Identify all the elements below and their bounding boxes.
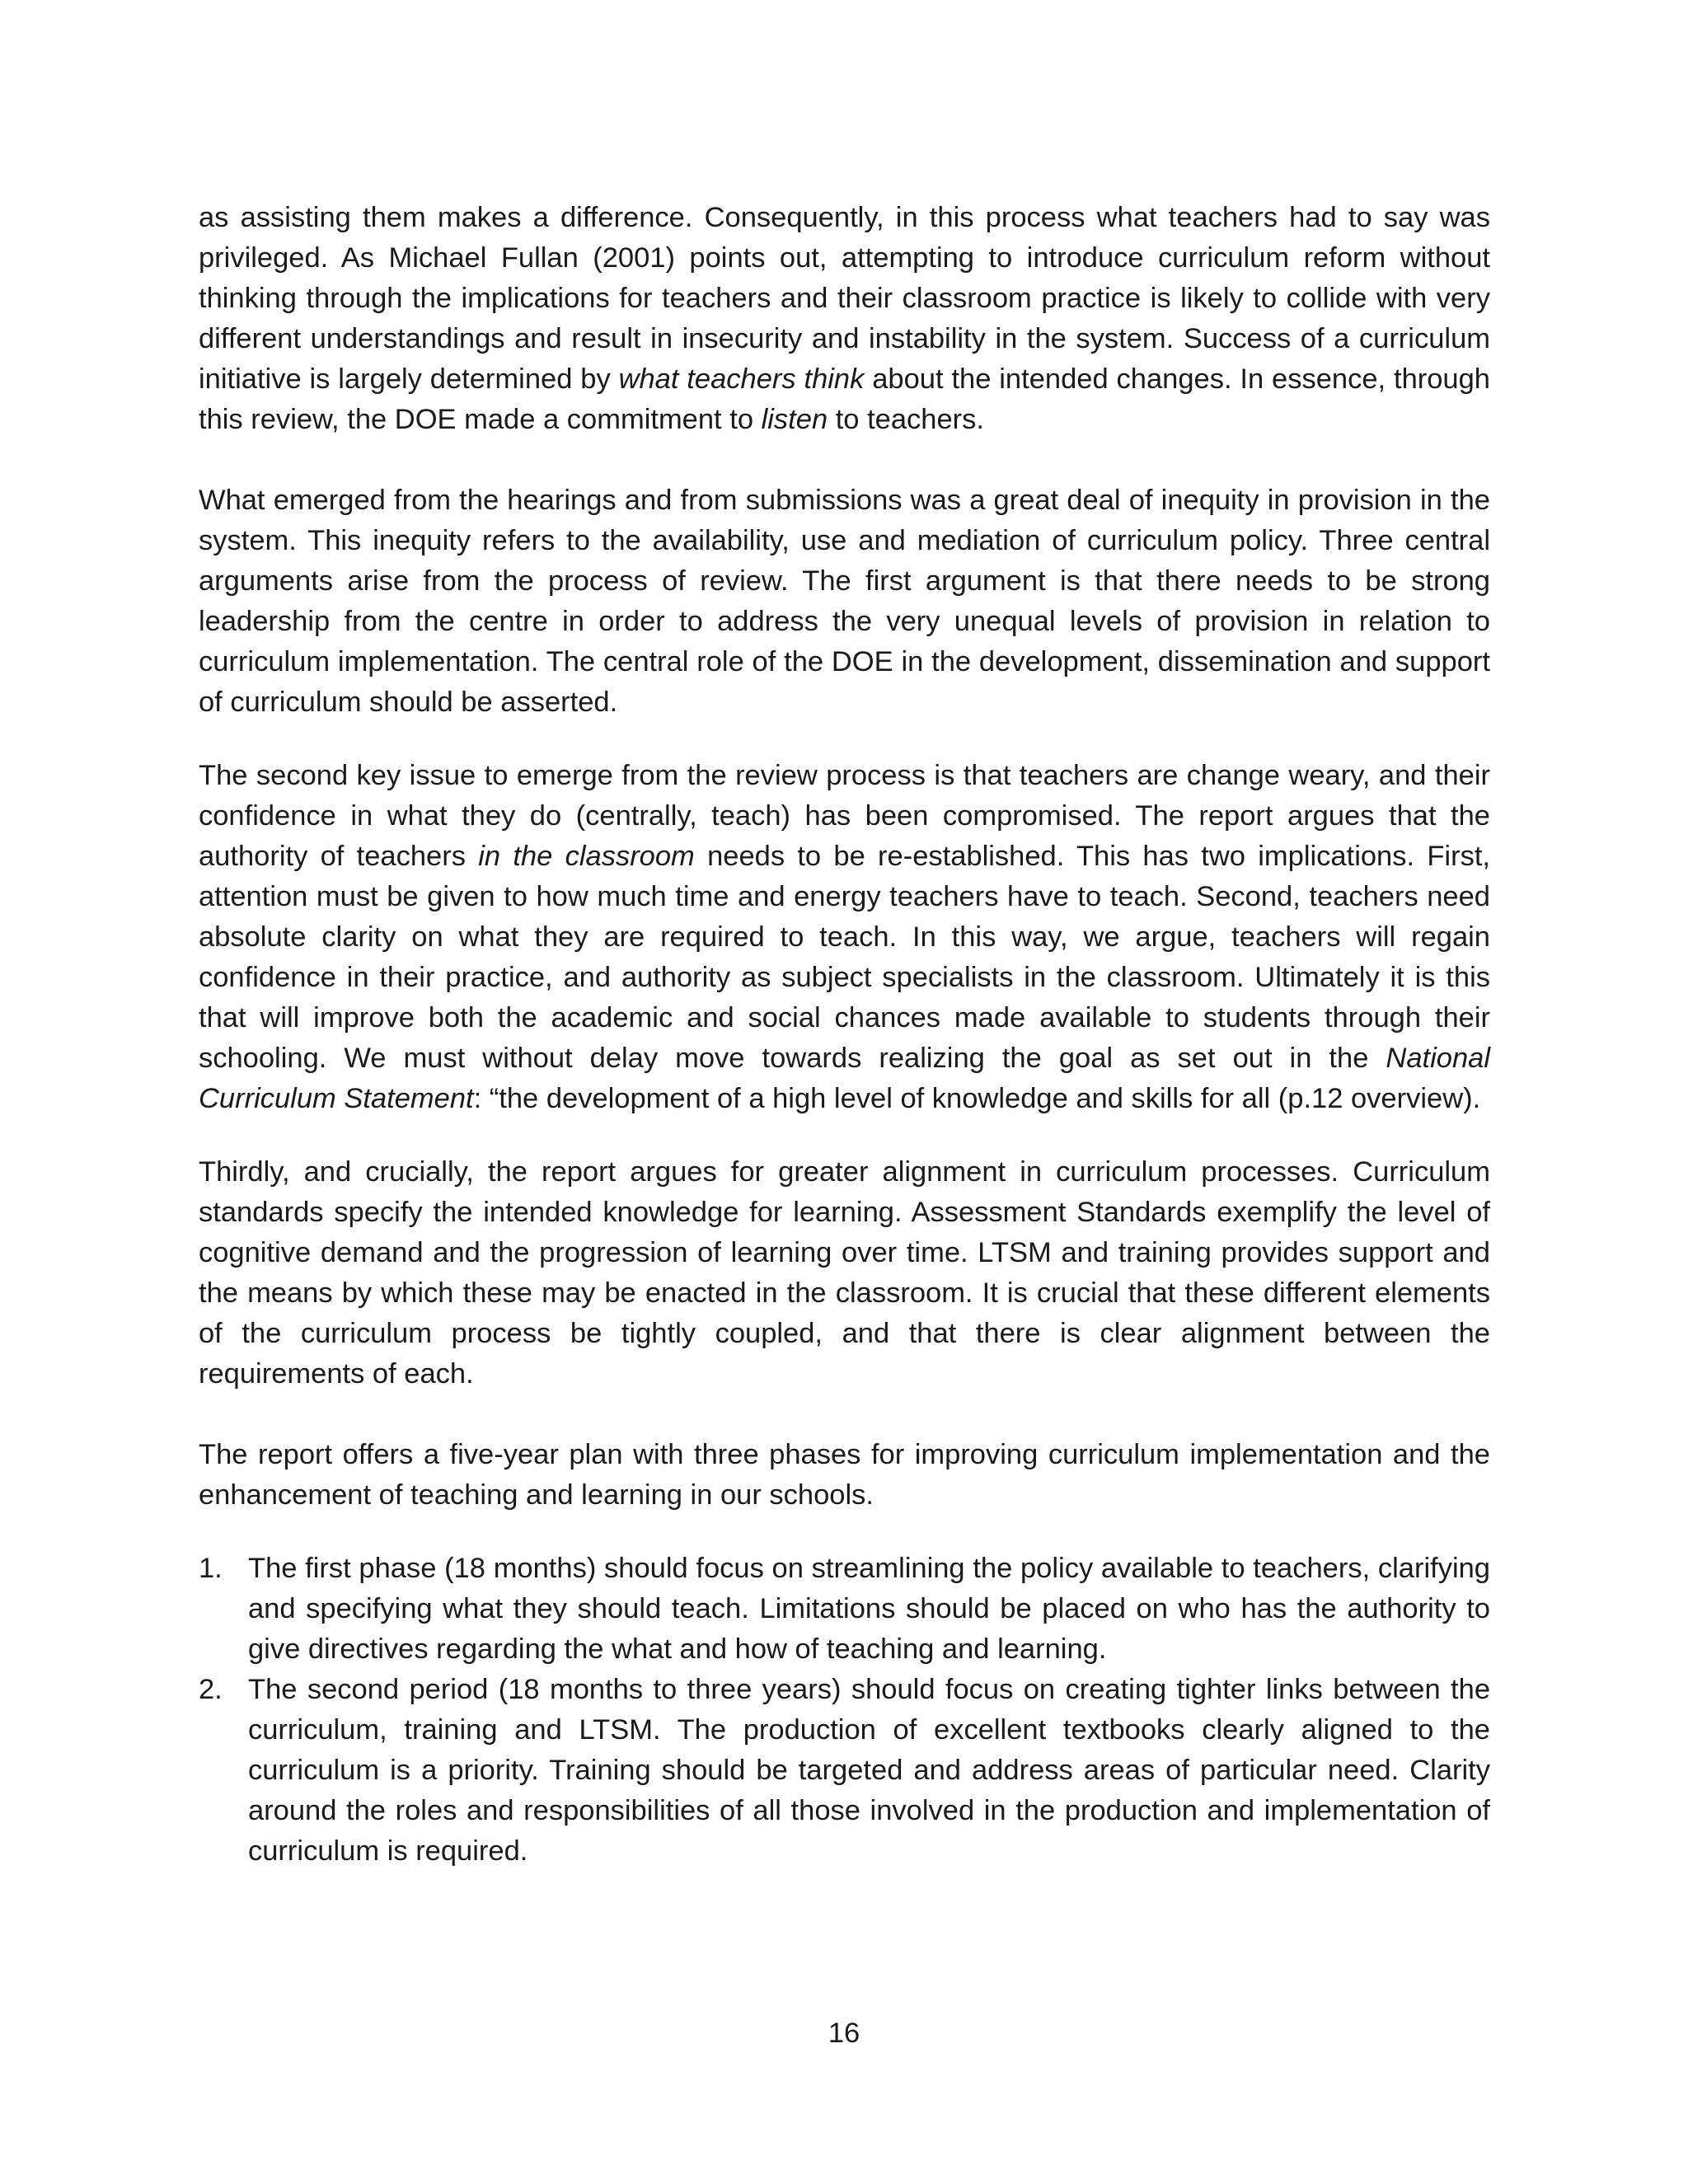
paragraph-4: Thirdly, and crucially, the report argues for greater alignment in curriculum processes. Curriculum standards specify the intended knowledge for learning. Assessment Standards exemplify the level of cognitive demand and the progression of learning over time. LTSM and training provides support and the means by which these may be enacted in the classroom. It is crucial that these different elements of the curriculum process be tightly coupled, and that there is clear alignment between the requirements of each. <box>199 1156 1490 1390</box>
paragraph-1-emphasis-2: listen <box>761 404 828 435</box>
paragraph-3-emphasis-2: National Curriculum Statement <box>199 1043 1490 1114</box>
paragraph-3-text-c: : “the development of a high level of knowledge and skills for all (p.12 overview). <box>473 1083 1481 1114</box>
list-item-text: The second period (18 months to three years) should focus on creating tighter links between the curriculum, training and LTSM. The production of excellent textbooks clearly aligned to the curriculum is a priority. Training should be targeted and address areas of particular need. Clarity around the roles and responsibilities of all those involved in the production and implementation of curriculum is required. <box>248 1674 1490 1867</box>
list-item-text: The first phase (18 months) should focus on streamlining the policy available to teachers, clarifying and specifying what they should teach. Limitations should be placed on who has the authority to give directives regarding the what and how of teaching and learning. <box>248 1553 1490 1665</box>
paragraph-3 <box>199 756 1490 1119</box>
paragraph-1-text-a: as assisting them makes a difference. Consequently, in this process what teachers had to say was privileged. As Michael Fullan (2001) points out, attempting to introduce curriculum reform without thinking through the implications for teachers and their classroom practice is likely to collide with very different understandings and result in insecurity and instability in the system. Success of a curriculum initiative is largely determined by <box>199 202 1490 395</box>
page-body <box>199 198 1490 1872</box>
paragraph-1-text-c: to teachers. <box>828 404 984 435</box>
paragraph-2: What emerged from the hearings and from submissions was a great deal of inequity in provision in the system. This inequity refers to the availability, use and mediation of curriculum policy. Three central arguments arise from the process of review. The first argument is that there needs to be strong leadership from the centre in order to address the very unequal levels of provision in relation to curriculum implementation. The central role of the DOE in the development, dissemination and support of curriculum should be asserted. <box>199 485 1490 718</box>
phase-list <box>199 1549 1490 1872</box>
paragraph-5: The report offers a five-year plan with three phases for improving curriculum implementation and the enhancement of teaching and learning in our schools. <box>199 1439 1490 1511</box>
paragraph-3-text-a: The second key issue to emerge from the review process is that teachers are change weary, and their confidence in what they do (centrally, teach) has been compromised. The report argues that the authority of teachers <box>199 760 1490 872</box>
paragraph-3-text-b: needs to be re-established. This has two implications. First, attention must be given to how much time and energy teachers have to teach. Second, teachers need absolute clarity on what they are required to teach. In this way, we argue, teachers will regain confidence in their practice, and authority as subject specialists in the classroom. Ultimately it is this that will improve both the academic and social chances made available to students through their schooling. We must without delay move towards realizing the goal as set out in the <box>199 841 1490 1074</box>
paragraph-3-emphasis-1: in the classroom <box>478 841 695 872</box>
list-item-number: 2. <box>199 1674 223 1705</box>
list-item <box>199 1670 1490 1872</box>
list-item <box>199 1549 1490 1670</box>
page-number: 16 <box>828 2018 860 2049</box>
paragraph-1-text-b: about the intended changes. In essence, through this review, the DOE made a commitment to <box>199 363 1490 435</box>
paragraph-1-emphasis-1: what teachers think <box>618 363 865 395</box>
list-item-number: 1. <box>199 1553 223 1584</box>
paragraph-1 <box>199 198 1490 440</box>
